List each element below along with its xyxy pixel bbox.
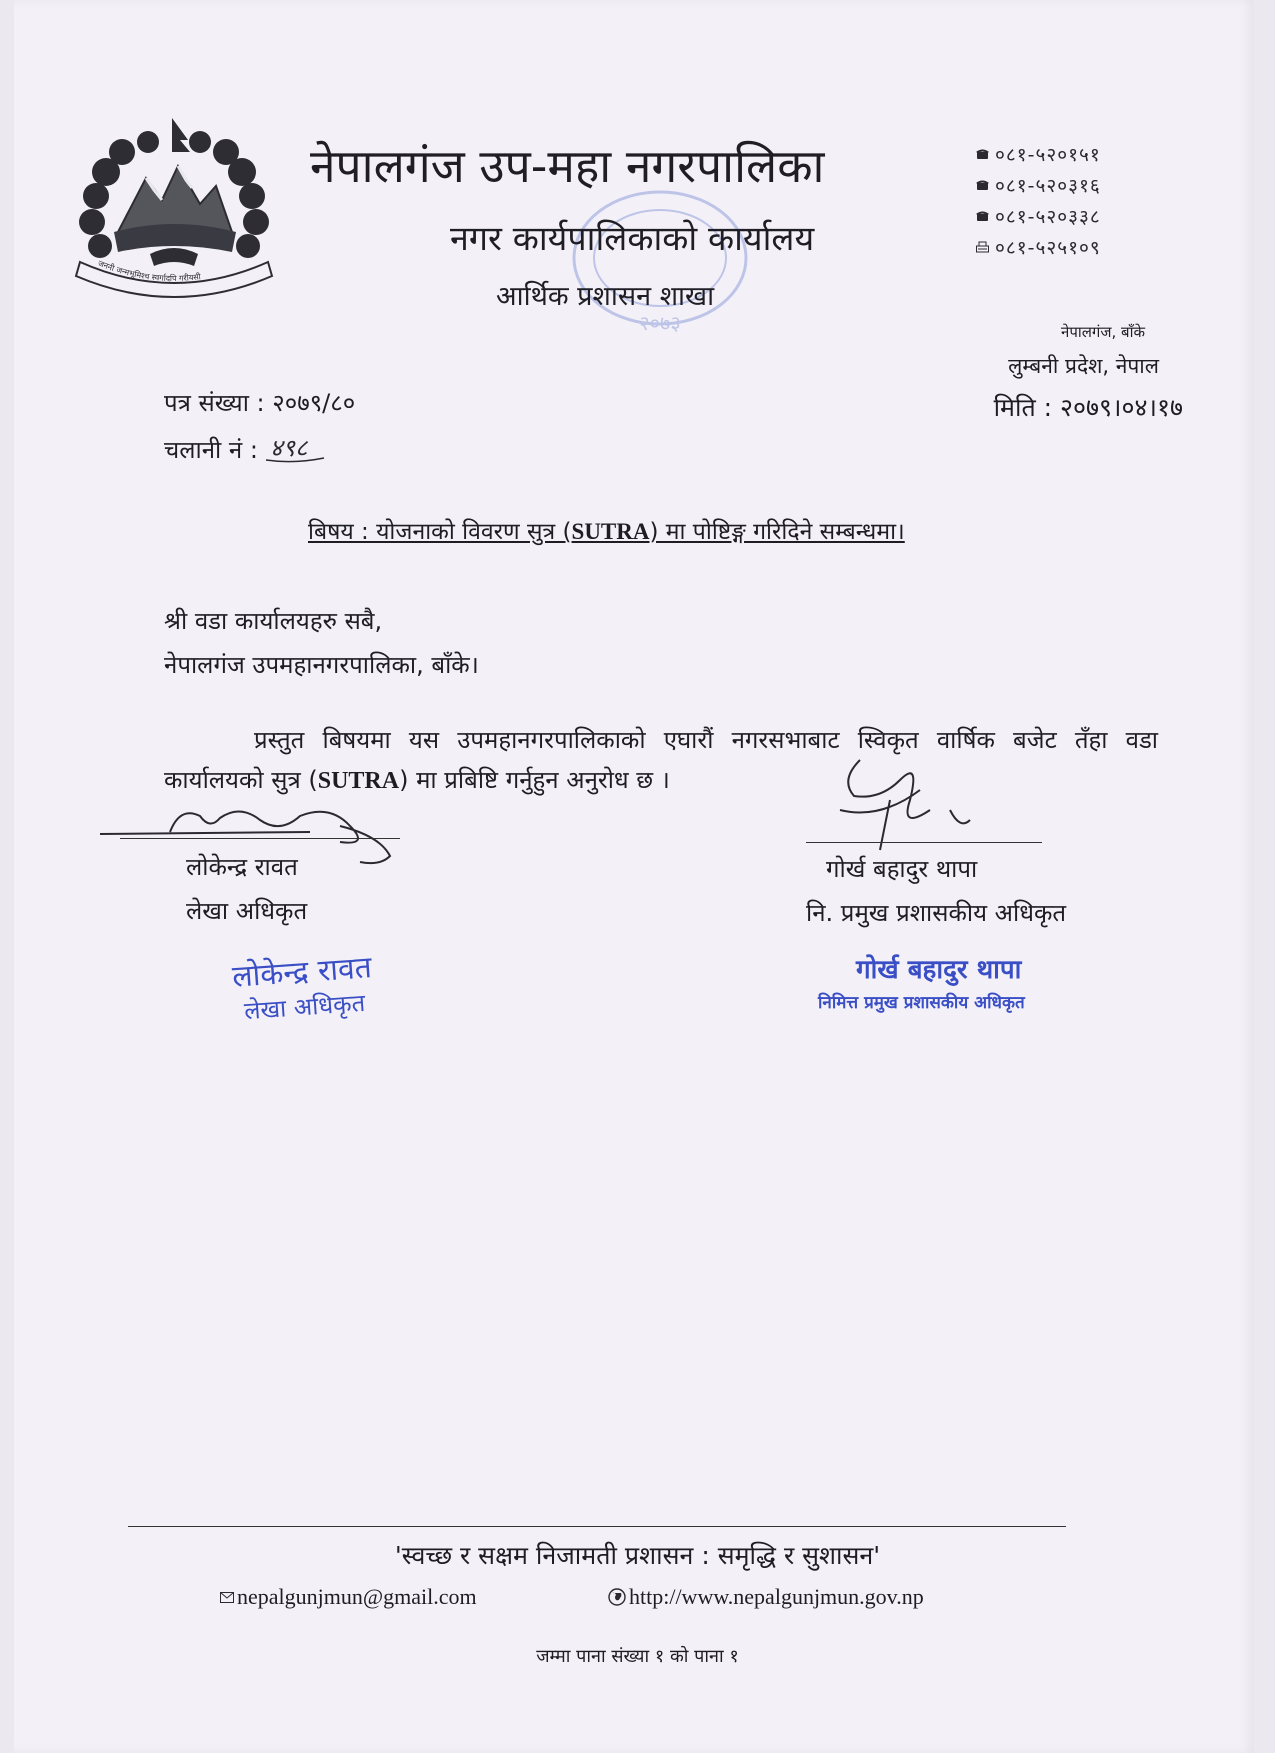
location-province: लुम्बनी प्रदेश, नेपाल [1008,354,1159,378]
footer-website[interactable] [608,1584,924,1610]
date-value: २०७९।०४।१७ [1060,393,1183,422]
globe-icon [608,1588,626,1606]
ref-value: २०७९/८० [272,389,356,417]
website-url[interactable]: http://www.nepalgunjmun.gov.np [629,1584,924,1609]
reference-number [164,386,355,419]
footer-divider [128,1526,1066,1527]
subject-sutra: SUTRA [571,519,650,544]
fax-row [976,231,1176,262]
footer-email[interactable] [220,1584,477,1610]
right-stamp-name: गोर्ख बहादुर थापा [856,955,1022,985]
office-stamp-faded [560,180,760,340]
letter-subject: बिषय : योजनाको विवरण सुत्र (SUTRA) मा पोष्टिङ्ग गरिदिने सम्बन्धमा। [308,519,905,545]
contact-numbers [976,138,1176,262]
footer-motto: 'स्वच्छ र सक्षम निजामती प्रशासन : समृद्धि र सुशासन' [394,1541,881,1570]
envelope-icon [220,1592,234,1603]
phone-number: ०८१-५२०३३८ [995,205,1101,228]
phone-number: ०८१-५२०१५१ [995,143,1101,166]
dispatch-number [164,430,374,466]
email-address[interactable]: nepalgunjmun@gmail.com [237,1584,477,1609]
addressee-line-1: श्री वडा कार्यालयहरु सबै, [164,607,383,635]
left-signatory-name: लोकेन्द्र रावत [186,853,298,881]
left-signatory-designation: लेखा अधिकृत [186,897,308,925]
left-stamp-designation: लेखा अधिकृत [243,988,367,1026]
letter-body: प्रस्तुत बिषयमा यस उपमहानगरपालिकाको एघारौं नगरसभाबाट स्विकृत वार्षिक बजेट तँहा वडा कार्यालयको सुत्र (SUTRA) मा प्रबिष्टि गर्नुहुन अनुरोध छ । [164,726,1158,794]
stamp-year: २०७३ [639,311,681,335]
handwritten-dispatch-number [264,430,374,466]
office-name: नगर कार्यपालिकाको कार्यालय [450,219,815,259]
phone-number: ०८१-५२०३१६ [995,174,1101,197]
fax-icon [976,241,989,253]
page-count: जम्मा पाना संख्या १ को पाना १ [536,1646,739,1667]
phone-row [976,200,1176,231]
left-signature-line [120,838,400,839]
telephone-icon [976,179,989,191]
phone-row [976,169,1176,200]
organization-name: नेपालगंज उप-महा नगरपालिका [310,139,825,193]
ref-label: पत्र संख्या : [164,389,273,417]
telephone-icon [976,210,989,222]
telephone-icon [976,148,989,160]
svg-text:४९८: ४९८ [269,434,308,462]
fax-number: ०८१-५२५१०९ [995,236,1101,259]
emblem-motto: जननी जन्मभूमिश्च स्वर्गादपि गरीयसी [96,258,202,284]
right-signature-line [806,842,1042,843]
nepal-government-emblem [66,112,282,308]
right-stamp-designation: निमित्त प्रमुख प्रशासकीय अधिकृत [818,993,1025,1013]
addressee-line-2: नेपालगंज उपमहानगरपालिका, बाँके। [164,651,479,679]
left-stamp-name: लोकेन्द्र रावत [231,950,373,995]
phone-row [976,138,1176,169]
right-signatory-name: गोर्ख बहादुर थापा [826,855,978,883]
body-sutra: SUTRA [317,768,400,794]
date-label: मिति : [993,393,1061,422]
location-city: नेपालगंज, बाँके [1061,323,1145,341]
right-signatory-designation: नि. प्रमुख प्रशासकीय अधिकृत [806,899,1067,927]
branch-name: आर्थिक प्रशासन शाखा [496,281,715,312]
letter-date [994,390,1183,424]
challan-label: चलानी नं : [164,436,258,464]
